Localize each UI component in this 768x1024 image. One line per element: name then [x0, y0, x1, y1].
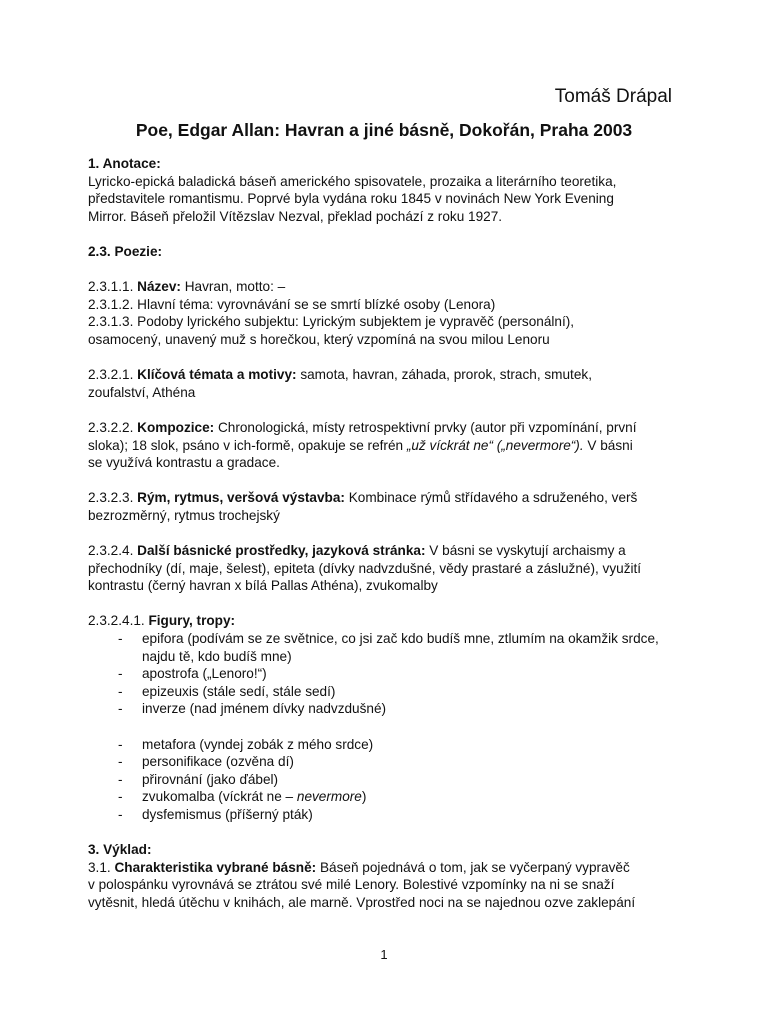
anotace-line: Lyricko-epická baladická báseň amerického spisovatele, prozaika a literárního teoretika, — [88, 173, 617, 189]
page-number: 1 — [380, 947, 388, 962]
paragraph-temata-motivy: 2.3.2.1. Klíčová témata a motivy: samota, havran, záhada, prorok, strach, smutek, — [88, 367, 592, 383]
paragraph-rym-rytmus: 2.3.2.3. Rým, rytmus, veršová výstavba: Kombinace rýmů střídavého a sdruženého, verš — [88, 490, 638, 506]
author-name: Tomáš Drápal — [554, 86, 672, 107]
paragraph-hlavni-tema: 2.3.1.2. Hlavní téma: vyrovnávání se se smrtí blízké osoby (Lenora) — [88, 296, 496, 312]
paragraph-prostredky-cont: kontrastu (černý havran x bílá Pallas Athéna), zvukomalby — [88, 578, 438, 594]
document-title: Poe, Edgar Allan: Havran a jiné básně, Dokořán, Praha 2003 — [135, 120, 633, 140]
paragraph-lyricky-subjekt-cont: osamocený, unavený muž s horečkou, který vzpomíná na svou milou Lenoru — [88, 331, 550, 347]
list-item: - epifora (podívám se ze světnice, co jsi zač kdo budíš mne, ztlumím na okamžik srdce, najdu tě, kdo budíš mne) — [118, 631, 659, 664]
paragraph-figury-tropy: 2.3.2.4.1. Figury, tropy: — [88, 613, 236, 629]
list-item: - inverze (nad jménem dívky nadvzdušné) — [118, 701, 387, 717]
section-heading-vyklad: 3. Výklad: — [88, 842, 152, 858]
list-item: - personifikace (ozvěna dí) — [118, 754, 294, 770]
paragraph-rym-rytmus-cont: bezrozměrný, rytmus trochejský — [88, 507, 280, 523]
paragraph-charakteristika-cont: vytěsnit, hledá útěchu v knihách, ale marně. Vprostřed noci na se najednou ozve zaklepání — [88, 894, 636, 910]
section-heading-poezie: 2.3. Poezie: — [88, 243, 163, 259]
list-item: - apostrofa („Lenoro!“) — [118, 666, 267, 682]
paragraph-charakteristika: 3.1. Charakteristika vybrané básně: Báseň pojednává o tom, jak se vyčerpaný vypravěč — [88, 859, 630, 875]
document-body — [88, 155, 688, 912]
list-item: - zvukomalba (víckrát ne – nevermore) — [118, 789, 367, 805]
list-item: - dysfemismus (příšerný pták) — [118, 806, 313, 822]
paragraph-kompozice: 2.3.2.2. Kompozice: Chronologická, místy retrospektivní prvky (autor při vzpomínání, první — [88, 419, 637, 435]
paragraph-prostredky-cont: přechodníky (dí, maje, šelest), epiteta (dívky nadvzdušné, vědy prastaré a záslužné), využití — [88, 560, 642, 576]
list-item: - epizeuxis (stále sedí, stále sedí) — [118, 683, 336, 699]
figury-list-1 — [88, 630, 688, 718]
anotace-line: Mirror. Báseň přeložil Vítězslav Nezval, překlad pochází z roku 1927. — [88, 208, 503, 224]
anotace-line: představitele romantismu. Poprvé byla vydána roku 1845 v novinách New York Evening — [88, 191, 614, 207]
paragraph-temata-motivy-cont: zoufalství, Athéna — [88, 384, 196, 400]
paragraph-nazev: 2.3.1.1. Název: Havran, motto: – — [88, 279, 286, 295]
list-item: - metafora (vyndej zobák z mého srdce) — [118, 736, 374, 752]
paragraph-kompozice-cont: sloka); 18 slok, psáno v ich-formě, opakuje se refrén „už víckrát ne“ („nevermore“). V básni — [88, 437, 633, 453]
section-heading-anotace: 1. Anotace: — [88, 156, 161, 171]
paragraph-charakteristika-cont: v polospánku vyrovnává se ztrátou své milé Lenory. Bolestivé vzpomínky na ni se snaží — [88, 877, 615, 893]
paragraph-prostredky: 2.3.2.4. Další básnické prostředky, jazyková stránka: V básni se vyskytují archaismy a — [88, 543, 626, 559]
paragraph-lyricky-subjekt: 2.3.1.3. Podoby lyrického subjektu: Lyrickým subjektem je vypravěč (personální), — [88, 314, 575, 330]
list-item: - přirovnání (jako ďábel) — [118, 771, 279, 787]
paragraph-kompozice-cont: se využívá kontrastu a gradace. — [88, 455, 280, 471]
figury-list-2 — [88, 736, 688, 824]
